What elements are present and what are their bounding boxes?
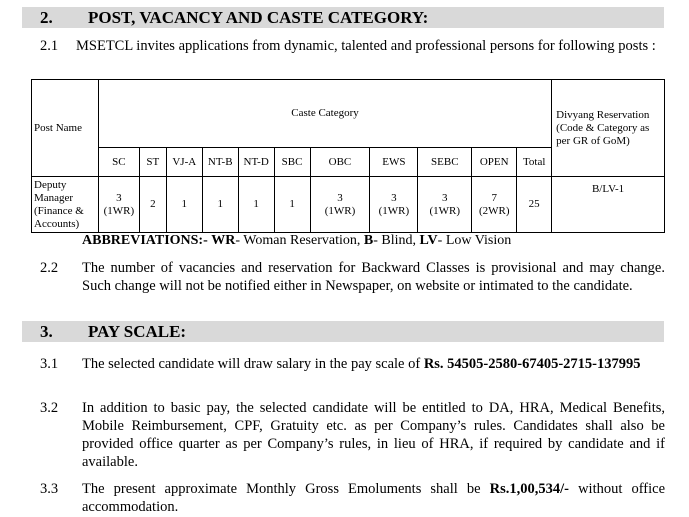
ews-cell xyxy=(370,177,418,233)
abbr-lv-text: - Low Vision xyxy=(437,233,512,248)
sbc-cell: 1 xyxy=(274,177,310,233)
post-name-cell: Deputy Manager (Finance & Accounts) xyxy=(32,177,99,233)
sebc-note: (1WR) xyxy=(429,204,461,217)
paragraph-number: 2.2 xyxy=(40,260,59,276)
obc-note: (1WR) xyxy=(324,204,356,217)
sc-count: 3 xyxy=(116,191,122,204)
col-header-ntd: NT-D xyxy=(238,148,274,177)
paragraph-number: 3.1 xyxy=(40,356,59,372)
paragraph-2-1: MSETCL invites applications from dynamic, talented and professional persons for following posts : xyxy=(76,38,656,54)
pay-scale-value: Rs. 54505-2580-67405-2715-137995 xyxy=(423,356,641,372)
col-header-vja: VJ-A xyxy=(166,148,202,177)
section-title: PAY SCALE: xyxy=(88,322,187,341)
col-header-sbc: SBC xyxy=(274,148,310,177)
sebc-cell xyxy=(418,177,472,233)
open-count: 7 xyxy=(491,191,497,204)
paragraph-3-2: In addition to basic pay, the selected candidate will be entitled to DA, HRA, Medical Benefits, Mobile Reimbursement, CPF, Gratuity etc. as per Company’s rules. Candidates shall also be provided office quarter as per Company’s rules, in lieu of HRA, if required by candidate and if available. xyxy=(82,400,665,470)
ews-count: 3 xyxy=(391,191,397,204)
section-3-heading xyxy=(22,321,664,342)
paragraph-3-1 xyxy=(82,355,665,373)
paragraph-3-3 xyxy=(82,480,665,516)
paragraph-2-2: The number of vacancies and reservation for Backward Classes is provisional and may change. Such change will not be notified either in Newspaper, on website or intimated to the candidate. xyxy=(82,260,665,294)
post-name-header: Post Name xyxy=(32,80,99,177)
table-row xyxy=(32,177,665,233)
col-header-total: Total xyxy=(517,148,552,177)
abbr-b-text: - Blind, xyxy=(373,233,416,248)
col-header-obc: OBC xyxy=(310,148,370,177)
emoluments-text-post: without office accommodation. xyxy=(82,481,665,515)
emoluments-text: The present approximate Monthly Gross Emoluments shall be xyxy=(82,481,490,497)
ntb-cell: 1 xyxy=(202,177,238,233)
col-header-open: OPEN xyxy=(472,148,517,177)
abbr-lv: LV xyxy=(419,233,438,248)
obc-cell xyxy=(310,177,370,233)
pay-scale-text: The selected candidate will draw salary in the pay scale of xyxy=(82,356,424,372)
paragraph-number: 3.2 xyxy=(40,400,59,416)
abbr-b: B xyxy=(363,233,374,248)
col-header-sc: SC xyxy=(98,148,139,177)
st-cell: 2 xyxy=(139,177,166,233)
abbreviations xyxy=(82,232,511,250)
abbr-wr: WR xyxy=(211,233,236,248)
sebc-count: 3 xyxy=(442,191,448,204)
abbr-label: ABBREVIATIONS:- xyxy=(82,233,208,248)
vacancy-table xyxy=(31,79,665,233)
section-number: 2. xyxy=(40,8,53,27)
paragraph-number: 2.1 xyxy=(40,38,59,54)
vja-cell: 1 xyxy=(166,177,202,233)
open-cell xyxy=(472,177,517,233)
total-cell: 25 xyxy=(517,177,552,233)
ntd-cell: 1 xyxy=(238,177,274,233)
sc-cell xyxy=(98,177,139,233)
ews-note: (1WR) xyxy=(378,204,410,217)
col-header-ews: EWS xyxy=(370,148,418,177)
emoluments-value: Rs.1,00,534/- xyxy=(489,481,569,497)
col-header-sebc: SEBC xyxy=(418,148,472,177)
abbr-wr-text: - Woman Reservation, xyxy=(235,233,361,248)
sc-note: (1WR) xyxy=(103,204,135,217)
paragraph-number: 3.3 xyxy=(40,481,59,497)
section-2-heading xyxy=(22,7,664,28)
section-number: 3. xyxy=(40,322,53,341)
caste-category-header: Caste Category xyxy=(98,80,551,148)
open-note: (2WR) xyxy=(478,204,510,217)
col-header-st: ST xyxy=(139,148,166,177)
divyang-cell: B/LV-1 xyxy=(552,177,665,233)
divyang-header: Divyang Reservation (Code & Category as per GR of GoM) xyxy=(552,80,665,177)
col-header-ntb: NT-B xyxy=(202,148,238,177)
section-title: POST, VACANCY AND CASTE CATEGORY: xyxy=(88,8,429,27)
obc-count: 3 xyxy=(337,191,343,204)
